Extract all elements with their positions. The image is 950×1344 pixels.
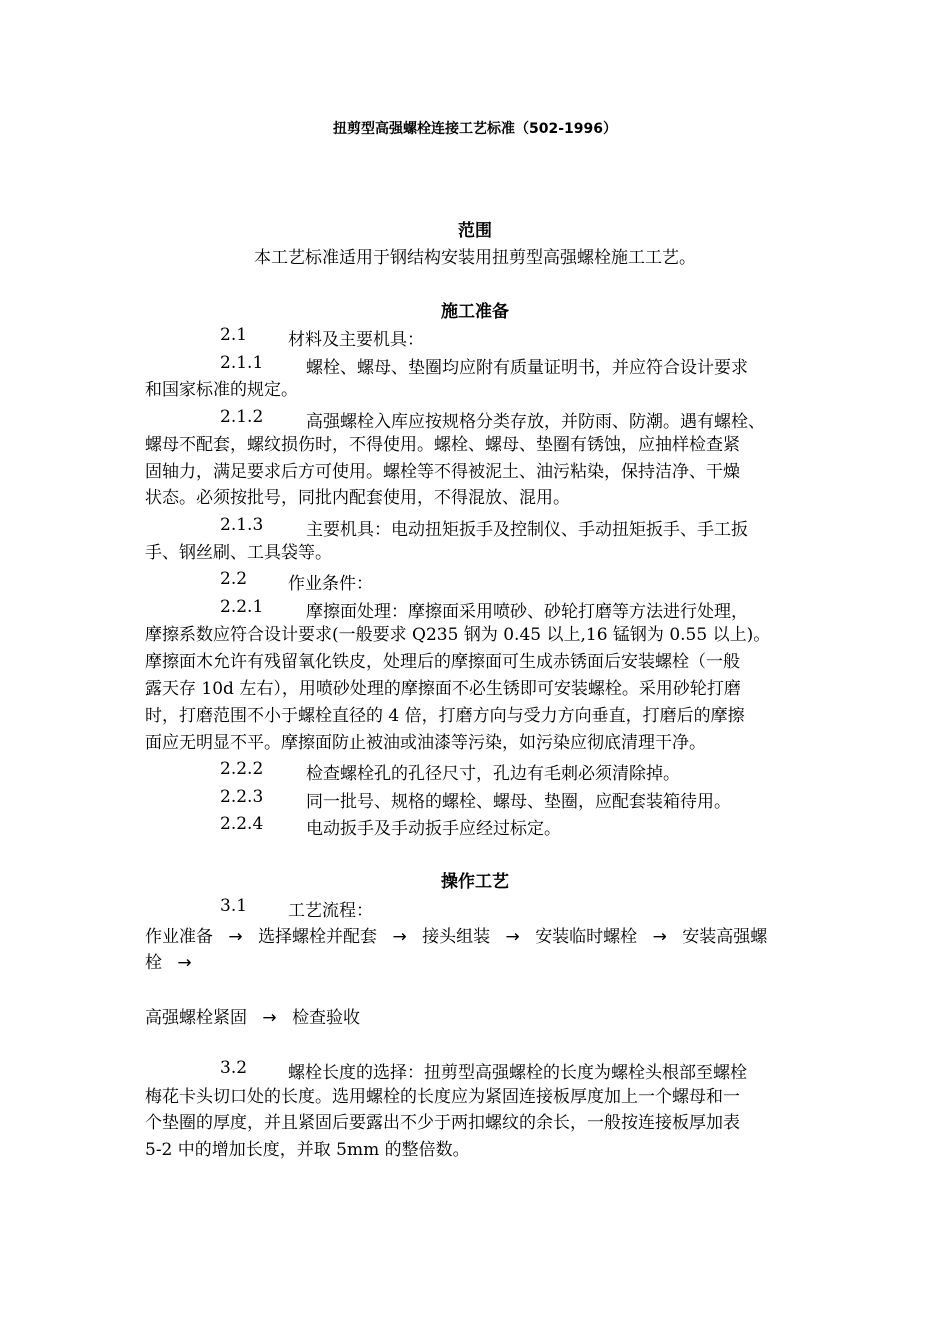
flow-step: 检查验收 bbox=[292, 1008, 361, 1028]
clause-number: 2.2.4 bbox=[220, 814, 264, 834]
clause-text: 时，打磨范围不小于螺栓直径的 4 倍，打磨方向与受力方向垂直，打磨后的摩擦 bbox=[145, 706, 745, 726]
process-flow-line-1 bbox=[145, 922, 767, 947]
arrow-right-icon: → bbox=[652, 927, 667, 947]
clause-text: 主要机具：电动扭矩扳手及控制仪、手动扭矩扳手、手工扳 bbox=[306, 520, 748, 540]
clause-text: 检查螺栓孔的孔径尺寸，孔边有毛刺必须清除掉。 bbox=[306, 764, 680, 784]
section-heading-scope: 范围 bbox=[458, 221, 492, 241]
clause-number: 2.1.1 bbox=[220, 353, 264, 373]
clause-text: 固轴力，满足要求后方可使用。螺栓等不得被泥土、油污粘染，保持洁净、干燥 bbox=[145, 462, 740, 482]
section-heading-operation: 操作工艺 bbox=[441, 872, 509, 892]
flow-step: 安装高强螺 bbox=[682, 927, 768, 947]
clause-number: 2.2.1 bbox=[220, 597, 264, 617]
clause-number: 2.2.2 bbox=[220, 759, 264, 779]
clause-text: 和国家标准的规定。 bbox=[145, 380, 298, 400]
process-flow-line-3 bbox=[145, 1003, 360, 1028]
clause-text: 手、钢丝刷、工具袋等。 bbox=[145, 543, 332, 563]
clause-number: 2.2.3 bbox=[220, 787, 264, 807]
clause-text: 材料及主要机具： bbox=[288, 330, 424, 350]
scope-text: 本工艺标准适用于钢结构安装用扭剪型高强螺栓施工工艺。 bbox=[254, 248, 696, 268]
clause-text: 螺母不配套，螺纹损伤时，不得使用。螺栓、螺母、垫圈有锈蚀，应抽样检查紧 bbox=[145, 435, 740, 455]
clause-text: 高强螺栓入库应按规格分类存放，并防雨、防潮。遇有螺栓、 bbox=[306, 412, 765, 432]
clause-number: 2.1.3 bbox=[220, 515, 264, 535]
flow-step: 栓 bbox=[145, 953, 162, 973]
clause-text: 个垫圈的厚度，并且紧固后要露出不少于两扣螺纹的余长，一般按连接板厚加表 bbox=[145, 1113, 740, 1133]
clause-text: 露天存 10d 左右），用喷砂处理的摩擦面不必生锈即可安装螺栓。采用砂轮打磨 bbox=[145, 679, 741, 699]
clause-text: 梅花卡头切口处的长度。选用螺栓的长度应为紧固连接板厚度加上一个螺母和一 bbox=[145, 1087, 740, 1107]
arrow-right-icon: → bbox=[392, 927, 407, 947]
flow-step: 安装临时螺栓 bbox=[535, 927, 638, 947]
clause-text: 作业条件： bbox=[288, 574, 373, 594]
clause-number: 2.2 bbox=[220, 569, 248, 589]
clause-text: 同一批号、规格的螺栓、螺母、垫圈，应配套装箱待用。 bbox=[306, 792, 731, 812]
process-flow-line-2 bbox=[145, 948, 192, 973]
clause-text: 螺栓长度的选择：扭剪型高强螺栓的长度为螺栓头根部至螺栓 bbox=[288, 1063, 747, 1083]
arrow-right-icon: → bbox=[177, 953, 192, 973]
document-title: 扭剪型高强螺栓连接工艺标准（502-1996） bbox=[333, 121, 617, 137]
clause-text: 面应无明显不平。摩擦面防止被油或油漆等污染，如污染应彻底清理干净。 bbox=[145, 733, 706, 753]
flow-step: 高强螺栓紧固 bbox=[145, 1008, 247, 1028]
section-heading-preparation: 施工准备 bbox=[441, 302, 509, 322]
flow-step: 作业准备 bbox=[145, 927, 213, 947]
clause-text: 5-2 中的增加长度，并取 5mm 的整倍数。 bbox=[145, 1140, 470, 1160]
arrow-right-icon: → bbox=[262, 1008, 277, 1028]
clause-text: 摩擦面处理：摩擦面采用喷砂、砂轮打磨等方法进行处理， bbox=[306, 602, 748, 622]
clause-text: 电动扳手及手动扳手应经过标定。 bbox=[306, 819, 561, 839]
clause-text: 摩擦面木允许有残留氧化铁皮，处理后的摩擦面可生成赤锈面后安装螺栓（一般 bbox=[145, 652, 740, 672]
clause-text: 工艺流程： bbox=[288, 901, 373, 921]
clause-number: 3.1 bbox=[220, 896, 248, 916]
clause-number: 2.1.2 bbox=[220, 407, 264, 427]
clause-number: 3.2 bbox=[220, 1058, 248, 1078]
arrow-right-icon: → bbox=[228, 927, 243, 947]
clause-text: 状态。必须按批号，同批内配套使用，不得混放、混用。 bbox=[145, 488, 570, 508]
arrow-right-icon: → bbox=[505, 927, 520, 947]
clause-text: 螺栓、螺母、垫圈均应附有质量证明书，并应符合设计要求 bbox=[306, 358, 748, 378]
flow-step: 选择螺栓并配套 bbox=[258, 927, 378, 947]
clause-text: 摩擦系数应符合设计要求(一般要求 Q235 钢为 0.45 以上,16 锰钢为 0.55 以上)。 bbox=[145, 625, 771, 645]
flow-step: 接头组装 bbox=[422, 927, 491, 947]
clause-number: 2.1 bbox=[220, 325, 248, 345]
